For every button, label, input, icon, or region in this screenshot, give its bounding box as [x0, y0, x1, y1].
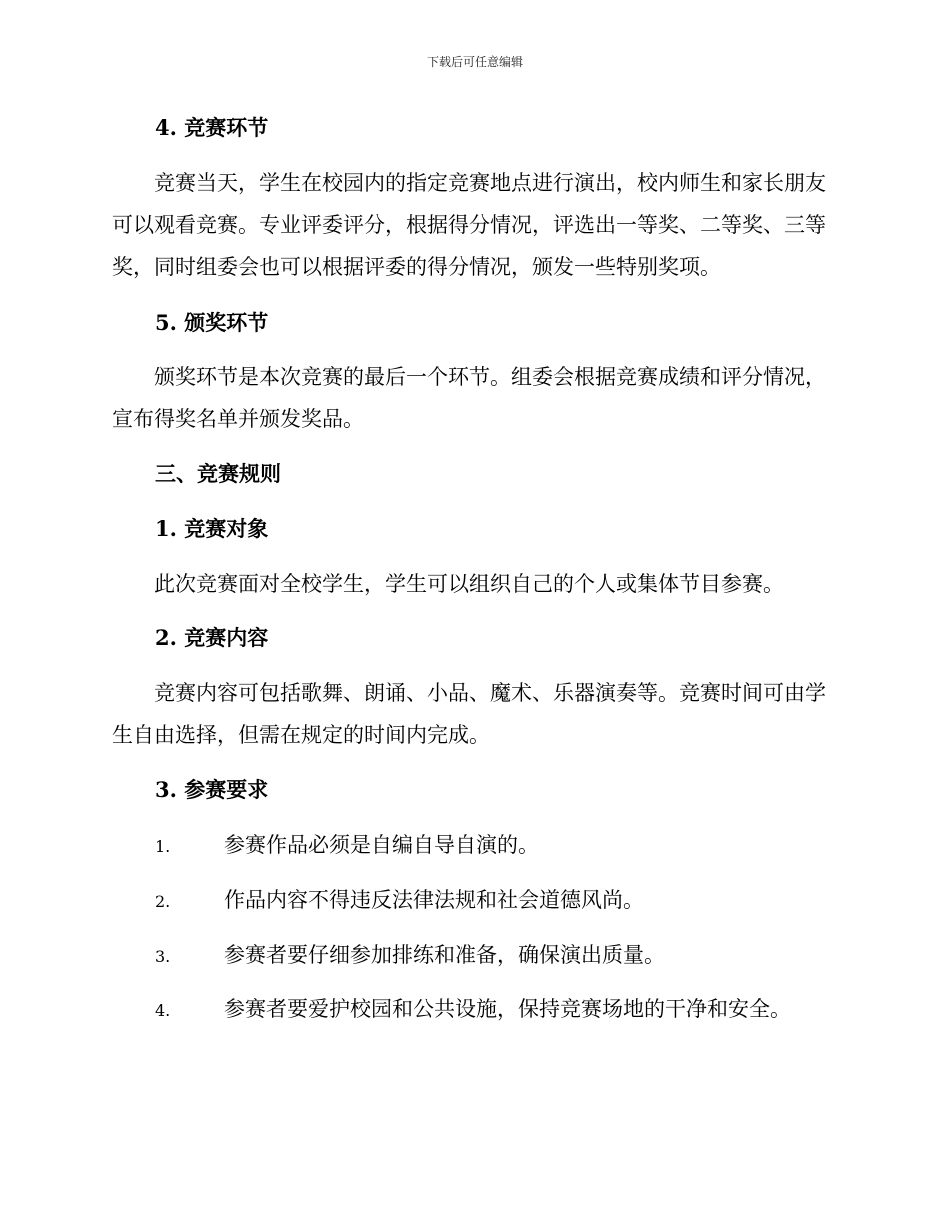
- section-4-heading: 4. 竞赛环节: [155, 115, 269, 140]
- part-3-heading: 三、竞赛规则: [155, 461, 281, 486]
- rule-2-paragraph: 竞赛内容可包括歌舞、朗诵、小品、魔术、乐器演奏等。竞赛时间可由学生自由选择，但需在规定的时间内完成。: [112, 681, 826, 747]
- list-item-number: 1.: [155, 837, 171, 856]
- list-item-text: 参赛者要爱护校园和公共设施，保持竞赛场地的干净和安全。: [224, 997, 791, 1021]
- list-item-text: 作品内容不得违反法律法规和社会道德风尚。: [224, 888, 644, 912]
- page-header: 下载后可任意编辑: [426, 55, 523, 69]
- rule-1-paragraph: 此次竞赛面对全校学生，学生可以组织自己的个人或集体节目参赛。: [154, 572, 784, 596]
- rule-3-heading: 3. 参赛要求: [155, 777, 269, 802]
- list-item-number: 3.: [155, 947, 171, 966]
- rule-2-heading: 2. 竞赛内容: [155, 625, 269, 650]
- list-item-number: 4.: [155, 1001, 171, 1020]
- list-item-number: 2.: [155, 892, 171, 911]
- section-5-heading: 5. 颁奖环节: [155, 310, 269, 335]
- section-5-paragraph: 颁奖环节是本次竞赛的最后一个环节。组委会根据竞赛成绩和评分情况，宣布得奖名单并颁发奖品。: [112, 365, 826, 431]
- list-item-text: 参赛作品必须是自编自导自演的。: [224, 833, 539, 857]
- rule-1-heading: 1. 竞赛对象: [155, 516, 269, 541]
- list-item-text: 参赛者要仔细参加排练和准备，确保演出质量。: [224, 943, 665, 967]
- section-4-paragraph: 竞赛当天，学生在校园内的指定竞赛地点进行演出，校内师生和家长朋友可以观看竞赛。专业评委评分，根据得分情况，评选出一等奖、二等奖、三等奖，同时组委会也可以根据评委的得分情况，颁发一些特别奖项。: [112, 171, 826, 279]
